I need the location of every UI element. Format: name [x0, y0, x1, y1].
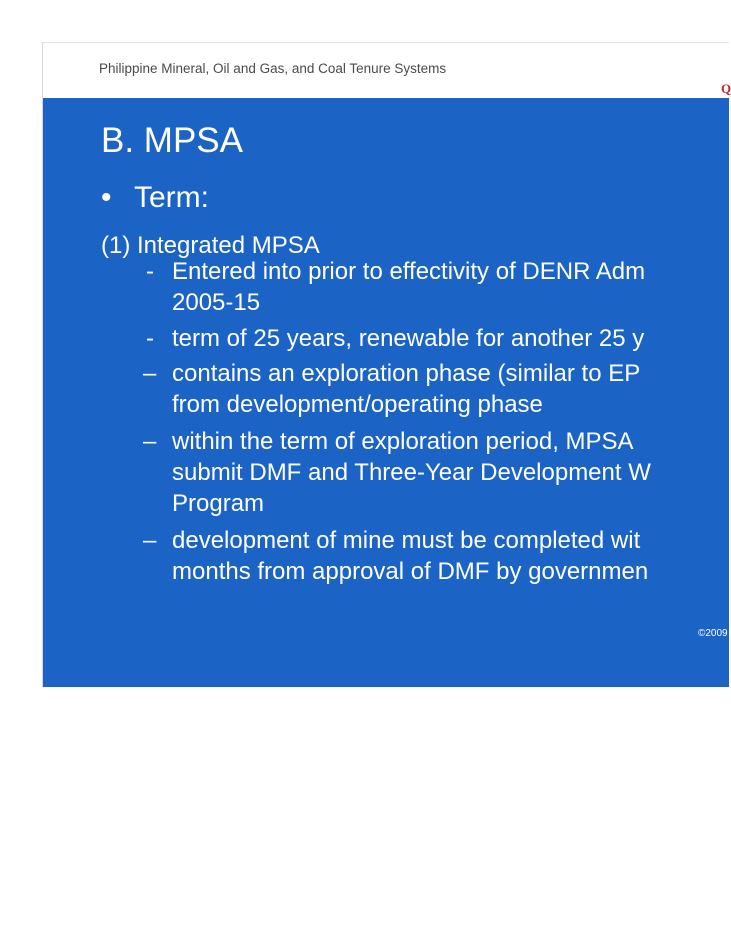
copyright-text: ©2009	[698, 628, 728, 639]
slide-body	[43, 98, 729, 687]
list-line: 2005-15	[172, 289, 261, 316]
slide-heading: B. MPSA	[101, 121, 243, 160]
list-line: Program	[172, 490, 265, 517]
list-line: submit DMF and Three-Year Development W	[172, 459, 651, 486]
list-line: Entered into prior to effectivity of DENR Adm	[172, 258, 646, 285]
list-marker: -	[146, 325, 154, 352]
list-line: term of 25 years, renewable for another 25 y	[172, 325, 645, 352]
slide-header	[43, 43, 731, 96]
list-marker: –	[143, 527, 157, 554]
bullet-marker: •	[101, 181, 112, 214]
list-item	[143, 525, 648, 587]
list-item	[146, 323, 644, 354]
sub-heading: (1) Integrated MPSA	[101, 232, 320, 259]
slide	[42, 42, 729, 687]
list-item	[146, 256, 645, 318]
list-marker: –	[143, 428, 157, 455]
bullet-term	[101, 183, 209, 213]
list-marker: -	[146, 258, 154, 285]
list-line: development of mine must be completed wit	[172, 527, 641, 554]
header-title: Philippine Mineral, Oil and Gas, and Coal Tenure Systems	[99, 61, 447, 76]
list-line: within the term of exploration period, MPSA	[172, 428, 634, 455]
list-line: months from approval of DMF by governmen	[172, 558, 649, 585]
list-item	[143, 358, 640, 420]
company-logo: Q	[721, 81, 731, 96]
list-marker: –	[143, 360, 157, 387]
list-item	[143, 426, 651, 519]
list-line: from development/operating phase	[172, 391, 543, 418]
list-line: contains an exploration phase (similar to EP	[172, 360, 641, 387]
bullet-text: Term:	[134, 181, 209, 214]
